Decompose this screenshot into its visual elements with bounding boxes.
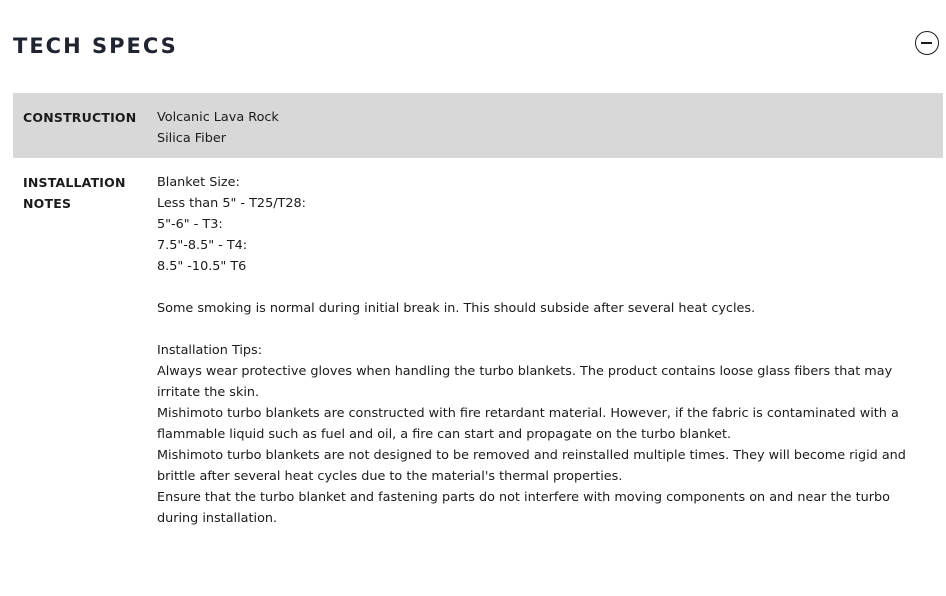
- spec-line: Mishimoto turbo blankets are not designed to be removed and reinstalled multiple times. They will become rigid and brittle after several heat cycles due to the material's thermal properties.: [157, 448, 906, 484]
- tech-specs-header: [0, 0, 946, 93]
- spec-line: Silica Fiber: [157, 131, 226, 146]
- spec-line: 5"-6" - T3:: [157, 217, 223, 232]
- spec-line-blank: [157, 277, 932, 298]
- minus-circle-icon: [921, 42, 932, 44]
- spec-label-construction: CONSTRUCTION: [23, 110, 137, 125]
- spec-row-installation-notes: [13, 158, 943, 529]
- spec-label-installation-notes: INSTALLATION NOTES: [23, 175, 126, 211]
- spec-line: Some smoking is normal during initial break in. This should subside after several heat cycles.: [157, 301, 756, 316]
- spec-line: Mishimoto turbo blankets are constructed with fire retardant material. However, if the fabric is contaminated with a flammable liquid such as fuel and oil, a fire can start and propagate on the turbo blanket.: [157, 406, 899, 442]
- section-title: TECH SPECS: [13, 34, 178, 58]
- spec-line: Blanket Size:: [157, 175, 240, 190]
- collapse-toggle-button[interactable]: [915, 31, 939, 55]
- spec-line: Installation Tips:: [157, 343, 263, 358]
- spec-row-construction: [13, 93, 943, 158]
- spec-line: Always wear protective gloves when handling the turbo blankets. The product contains loose glass fibers that may irritate the skin.: [157, 364, 893, 400]
- spec-line: Volcanic Lava Rock: [157, 110, 279, 125]
- specs-table: [13, 93, 943, 529]
- spec-line: Ensure that the turbo blanket and fastening parts do not interfere with moving components on and near the turbo during installation.: [157, 490, 890, 526]
- spec-value-installation-notes: [157, 172, 932, 529]
- spec-line: 7.5"-8.5" - T4:: [157, 238, 248, 253]
- spec-line-blank: [157, 319, 932, 340]
- spec-line: 8.5" -10.5" T6: [157, 259, 247, 274]
- spec-line: Less than 5" - T25/T28:: [157, 196, 306, 211]
- spec-value-construction: [157, 107, 932, 158]
